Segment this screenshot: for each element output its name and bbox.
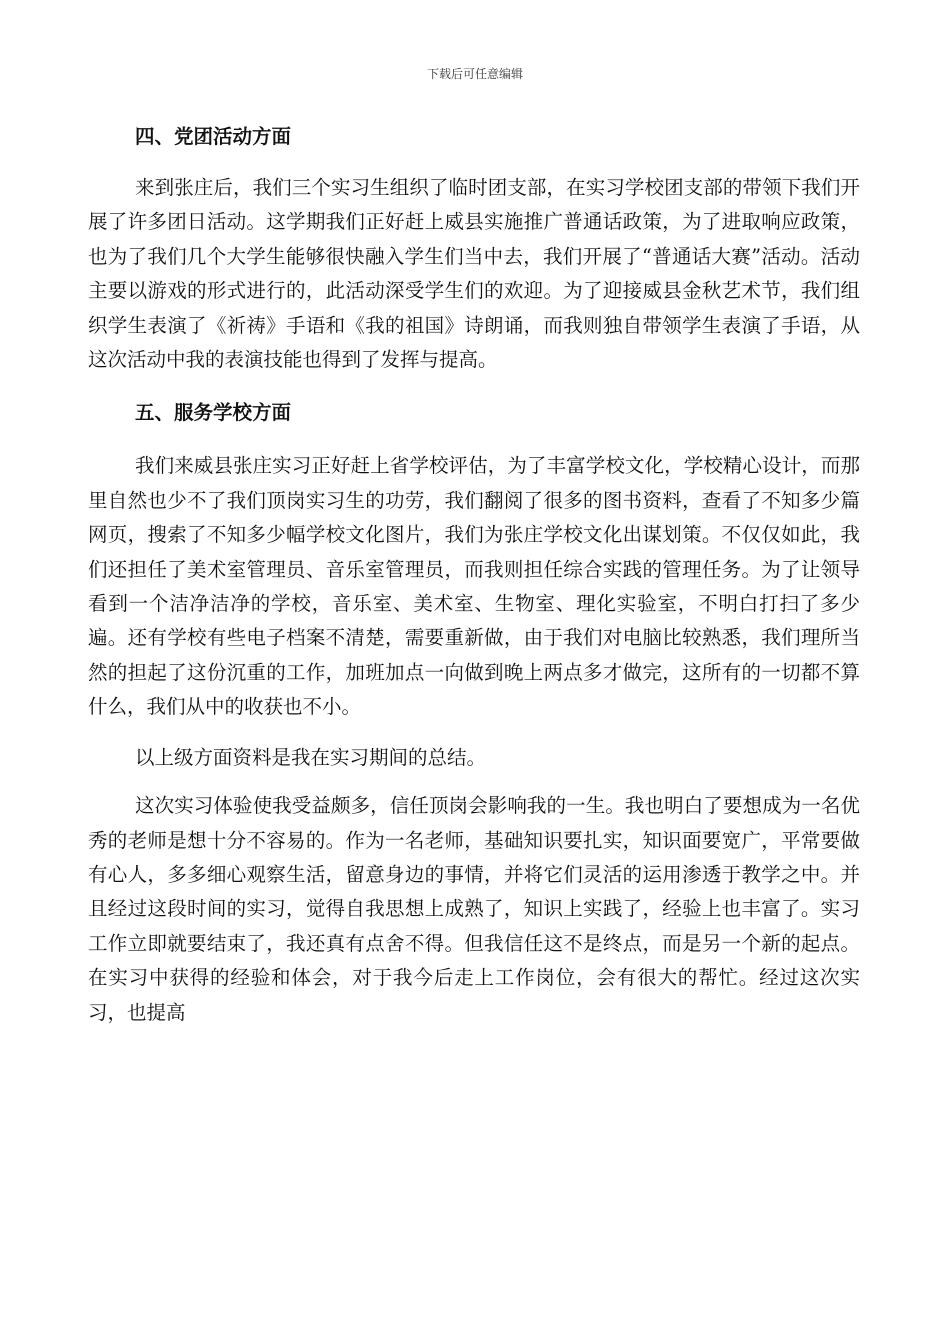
section-heading-party-activities: 四、党团活动方面 (135, 125, 292, 148)
section-heading-school-service: 五、服务学校方面 (135, 401, 292, 425)
paragraph-party-activities: 来到张庄后，我们三个实习生组织了临时团支部，在实习学校团支部的带领下我们开展了许多团日活动。这学期我们正好赶上威县实施推广普通话政策，为了进取响应政策，也为了我们几个大学生能够很快融入学生们当中去，我们开展了“普通话大赛”活动。活动主要以游戏的形式进行的，此活动深受学生们的欢迎。为了迎接威县金秋艺术节，我们组织学生表演了《祈祷》手语和《我的祖国》诗朗诵，而我则独自带领学生表演了手语，从这次活动中我的表演技能也得到了发挥与提高。 (88, 176, 860, 372)
spacer (88, 157, 860, 171)
spacer (88, 725, 860, 741)
spacer (88, 433, 860, 449)
page-header-note: 下载后可任意编辑 (426, 67, 523, 81)
paragraph-school-service: 我们来威县张庄实习正好赶上省学校评估，为了丰富学校文化，学校精心设计，而那里自然也少不了我们顶岗实习生的功劳，我们翻阅了很多的图书资料，查看了不知多少篇网页，搜索了不知多少幅学校文化图片，我们为张庄学校文化出谋划策。不仅仅如此，我们还担任了美术室管理员、音乐室管理员，而我则担任综合实践的管理任务。为了让领导看到一个洁净洁净的学校，音乐室、美术室、生物室、理化实验室，不明白打扫了多少遍。还有学校有些电子档案不清楚，需要重新做，由于我们对电脑比较熟悉，我们理所当然的担起了这份沉重的工作，加班加点一向做到晚上两点多才做完，这所有的一切都不算什么，我们从中的收获也不小。 (88, 454, 860, 719)
paragraph-reflection: 这次实习体验使我受益颇多，信任顶岗会影响我的一生。我也明白了要想成为一名优秀的老师是想十分不容易的。作为一名老师，基础知识要扎实，知识面要宽广，平常要做有心人，多多细心观察生活，留意身边的事情，并将它们灵活的运用渗透于教学之中。并且经过这段时间的实习，觉得自我思想上成熟了，知识上实践了，经验上也丰富了。实习工作立即就要结束了，我还真有点舍不得。但我信任这不是终点，而是另一个新的起点。在实习中获得的经验和体会，对于我今后走上工作岗位，会有很大的帮忙。经过这次实习，也提高 (88, 794, 860, 1024)
paragraph-summary-intro: 以上级方面资料是我在实习期间的总结。 (135, 745, 487, 769)
spacer (88, 377, 860, 393)
spacer (88, 775, 860, 789)
document-body (88, 117, 860, 1030)
